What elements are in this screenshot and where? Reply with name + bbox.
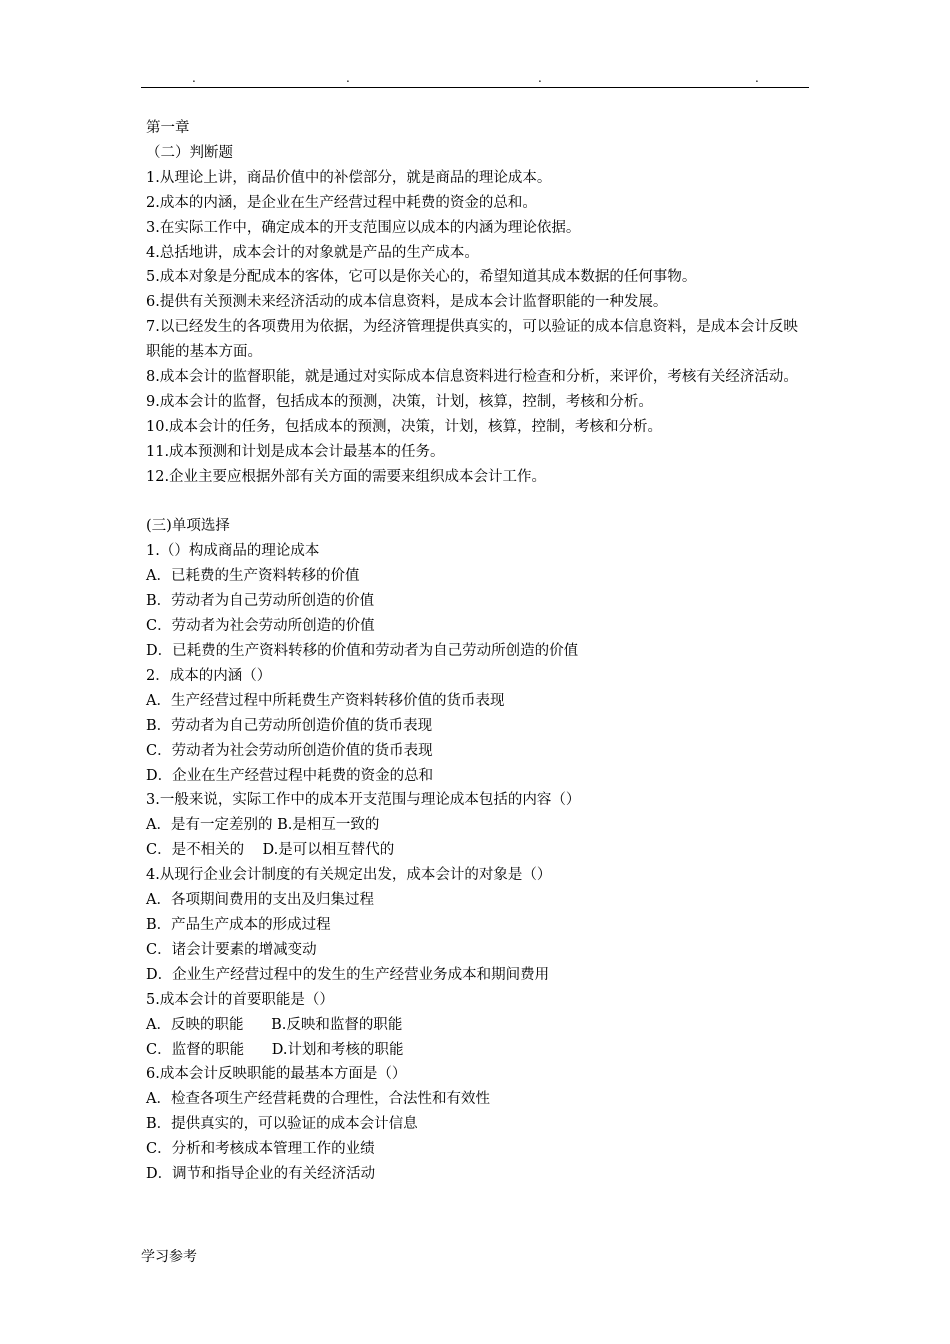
choice-option: A．已耗费的生产资料转移的价值 xyxy=(146,568,360,585)
judgment-item: 6.提供有关预测未来经济活动的成本信息资料，是成本会计监督职能的一种发展。 xyxy=(146,294,668,311)
choice-option: B．提供真实的，可以验证的成本会计信息 xyxy=(146,1116,418,1133)
choice-option: C．监督的职能 D.计划和考核的职能 xyxy=(146,1041,404,1058)
choice-option: B．劳动者为自己劳动所创造的价值 xyxy=(146,593,375,610)
choice-option: D．企业生产经营过程中的发生的生产经营业务成本和期间费用 xyxy=(146,966,550,983)
choice-option: C．诸会计要素的增减变动 xyxy=(146,941,317,958)
choice-option: D．调节和指导企业的有关经济活动 xyxy=(146,1166,376,1183)
header-rule xyxy=(141,87,809,88)
choice-option: A．生产经营过程中所耗费生产资料转移价值的货币表现 xyxy=(146,692,505,709)
footer-text: 学习参考 xyxy=(141,1249,197,1265)
judgment-item: 1.从理论上讲，商品价值中的补偿部分，就是商品的理论成本。 xyxy=(146,169,552,186)
chapter-title: 第一章 xyxy=(146,120,190,136)
section-heading-judgment: （二）判断题 xyxy=(146,144,233,161)
judgment-item: 3.在实际工作中，确定成本的开支范围应以成本的内涵为理论依据。 xyxy=(146,219,581,236)
choice-option: C．劳动者为社会劳动所创造的价值 xyxy=(146,618,375,635)
choice-option: D．已耗费的生产资料转移的价值和劳动者为自己劳动所创造的价值 xyxy=(146,643,579,660)
judgment-item: 12.企业主要应根据外部有关方面的需要来组织成本会计工作。 xyxy=(146,468,547,485)
choice-question: 4.从现行企业会计制度的有关规定出发，成本会计的对象是（） xyxy=(146,867,552,884)
judgment-item: 9.成本会计的监督，包括成本的预测，决策，计划，核算，控制，考核和分析。 xyxy=(146,393,653,410)
choice-question: 5.成本会计的首要职能是（） xyxy=(146,991,334,1008)
choice-option: D．企业在生产经营过程中耗费的资金的总和 xyxy=(146,767,434,784)
judgment-item: 10.成本会计的任务，包括成本的预测，决策，计划，核算，控制，考核和分析。 xyxy=(146,418,663,435)
choice-question: 6.成本会计反映职能的最基本方面是（） xyxy=(146,1066,407,1083)
choice-option: C．分析和考核成本管理工作的业绩 xyxy=(146,1141,375,1158)
judgment-item: 5.成本对象是分配成本的客体，它可以是你关心的，希望知道其成本数据的任何事物。 xyxy=(146,269,697,286)
judgment-item: 7.以已经发生的各项费用为依据，为经济管理提供真实的，可以验证的成本信息资料，是成本会计反映职能的基本方面。 xyxy=(146,319,798,361)
choice-option: B．产品生产成本的形成过程 xyxy=(146,916,331,933)
header-dot: . xyxy=(538,71,542,85)
document-body xyxy=(146,116,810,1187)
judgment-item: 8.成本会计的监督职能，就是通过对实际成本信息资料进行检查和分析，来评价，考核有关经济活动。 xyxy=(146,369,798,386)
judgment-item: 2.成本的内涵，是企业在生产经营过程中耗费的资金的总和。 xyxy=(146,194,537,211)
header-dot: . xyxy=(755,71,759,85)
choice-question: 3.一般来说，实际工作中的成本开支范围与理论成本包括的内容（） xyxy=(146,792,581,809)
section-heading-choice: (三)单项选择 xyxy=(146,518,230,535)
choice-question: 2．成本的内涵（） xyxy=(146,667,272,684)
choice-option: A．反映的职能 B.反映和监督的职能 xyxy=(146,1016,403,1033)
choice-option: A．各项期间费用的支出及归集过程 xyxy=(146,892,374,909)
header-dot: . xyxy=(192,71,196,85)
choice-option: A．检查各项生产经营耗费的合理性，合法性和有效性 xyxy=(146,1091,490,1108)
choice-question: 1.（）构成商品的理论成本 xyxy=(146,543,320,560)
section-spacer xyxy=(146,490,810,515)
header-dot: . xyxy=(346,71,350,85)
choice-option: C．劳动者为社会劳动所创造价值的货币表现 xyxy=(146,742,433,759)
judgment-item: 4.总括地讲，成本会计的对象就是产品的生产成本。 xyxy=(146,244,479,261)
choice-option: C．是不相关的 D.是可以相互替代的 xyxy=(146,842,395,859)
choice-option: A．是有一定差别的 B.是相互一致的 xyxy=(146,817,380,834)
judgment-item: 11.成本预测和计划是成本会计最基本的任务。 xyxy=(146,443,445,460)
choice-option: B．劳动者为自己劳动所创造价值的货币表现 xyxy=(146,717,433,734)
